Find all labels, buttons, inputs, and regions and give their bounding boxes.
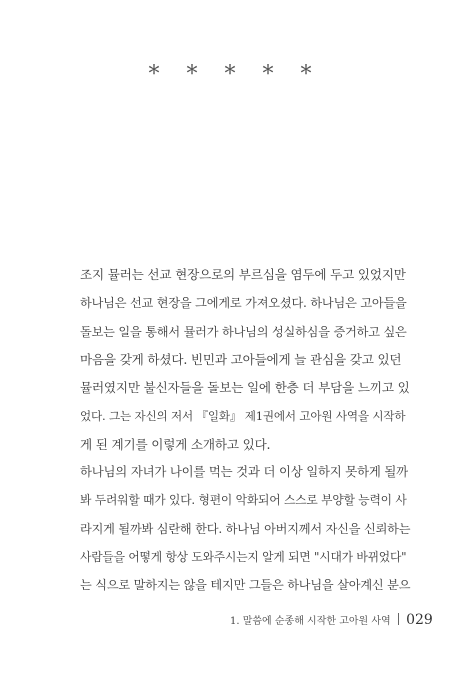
text-line: 봐 두려워할 때가 있다. 형편이 악화되어 스스로 부양할 능력이 사 [80,493,407,508]
text-line: 하나님은 선교 현장을 그에게로 가져오셨다. 하나님은 고아들을 [80,296,407,311]
paragraph-2 [80,458,410,599]
paragraph-1 [80,261,410,459]
text-line: 마음을 갖게 하셨다. 빈민과 고아들에게 늘 관심을 갖고 있던 [80,351,402,367]
page-footer [230,612,433,628]
text-line: 사람들을 어떻게 항상 도와주시는지 알게 되면 "시대가 바뀌었다" [80,549,407,564]
text-line: 는 식으로 말하지는 않을 테지만 그들은 하나님을 살아계신 분으 [80,578,411,593]
page-number: 029 [406,612,433,628]
text-line: 게 된 계기를 이렇게 소개하고 있다. [80,436,271,452]
text-line: 하나님의 자녀가 나이를 먹는 것과 더 이상 일하지 못하게 될까 [80,464,408,479]
text-line: 조지 뮬러는 선교 현장으로의 부르심을 염두에 두고 있었지만 [80,267,406,282]
text-line: 돌보는 일을 통해서 뮬러가 하나님의 성실하심을 증거하고 싶은 [80,324,407,339]
text-line: 라지게 될까봐 심란해 한다. 하나님 아버지께서 자신을 신뢰하는 [80,521,411,536]
text-line: 뮬러였지만 불신자들을 돌보는 일에 한층 더 부담을 느끼고 있 [80,380,410,396]
footer-separator [398,613,399,625]
text-line: 었다. 그는 자신의 저서 『일화』 제1권에서 고아원 사역을 시작하 [80,409,406,424]
running-header-chapter: 1. 말씀에 순종해 시작한 고아원 사역 [230,616,391,627]
section-divider: * * * * * [148,62,322,87]
